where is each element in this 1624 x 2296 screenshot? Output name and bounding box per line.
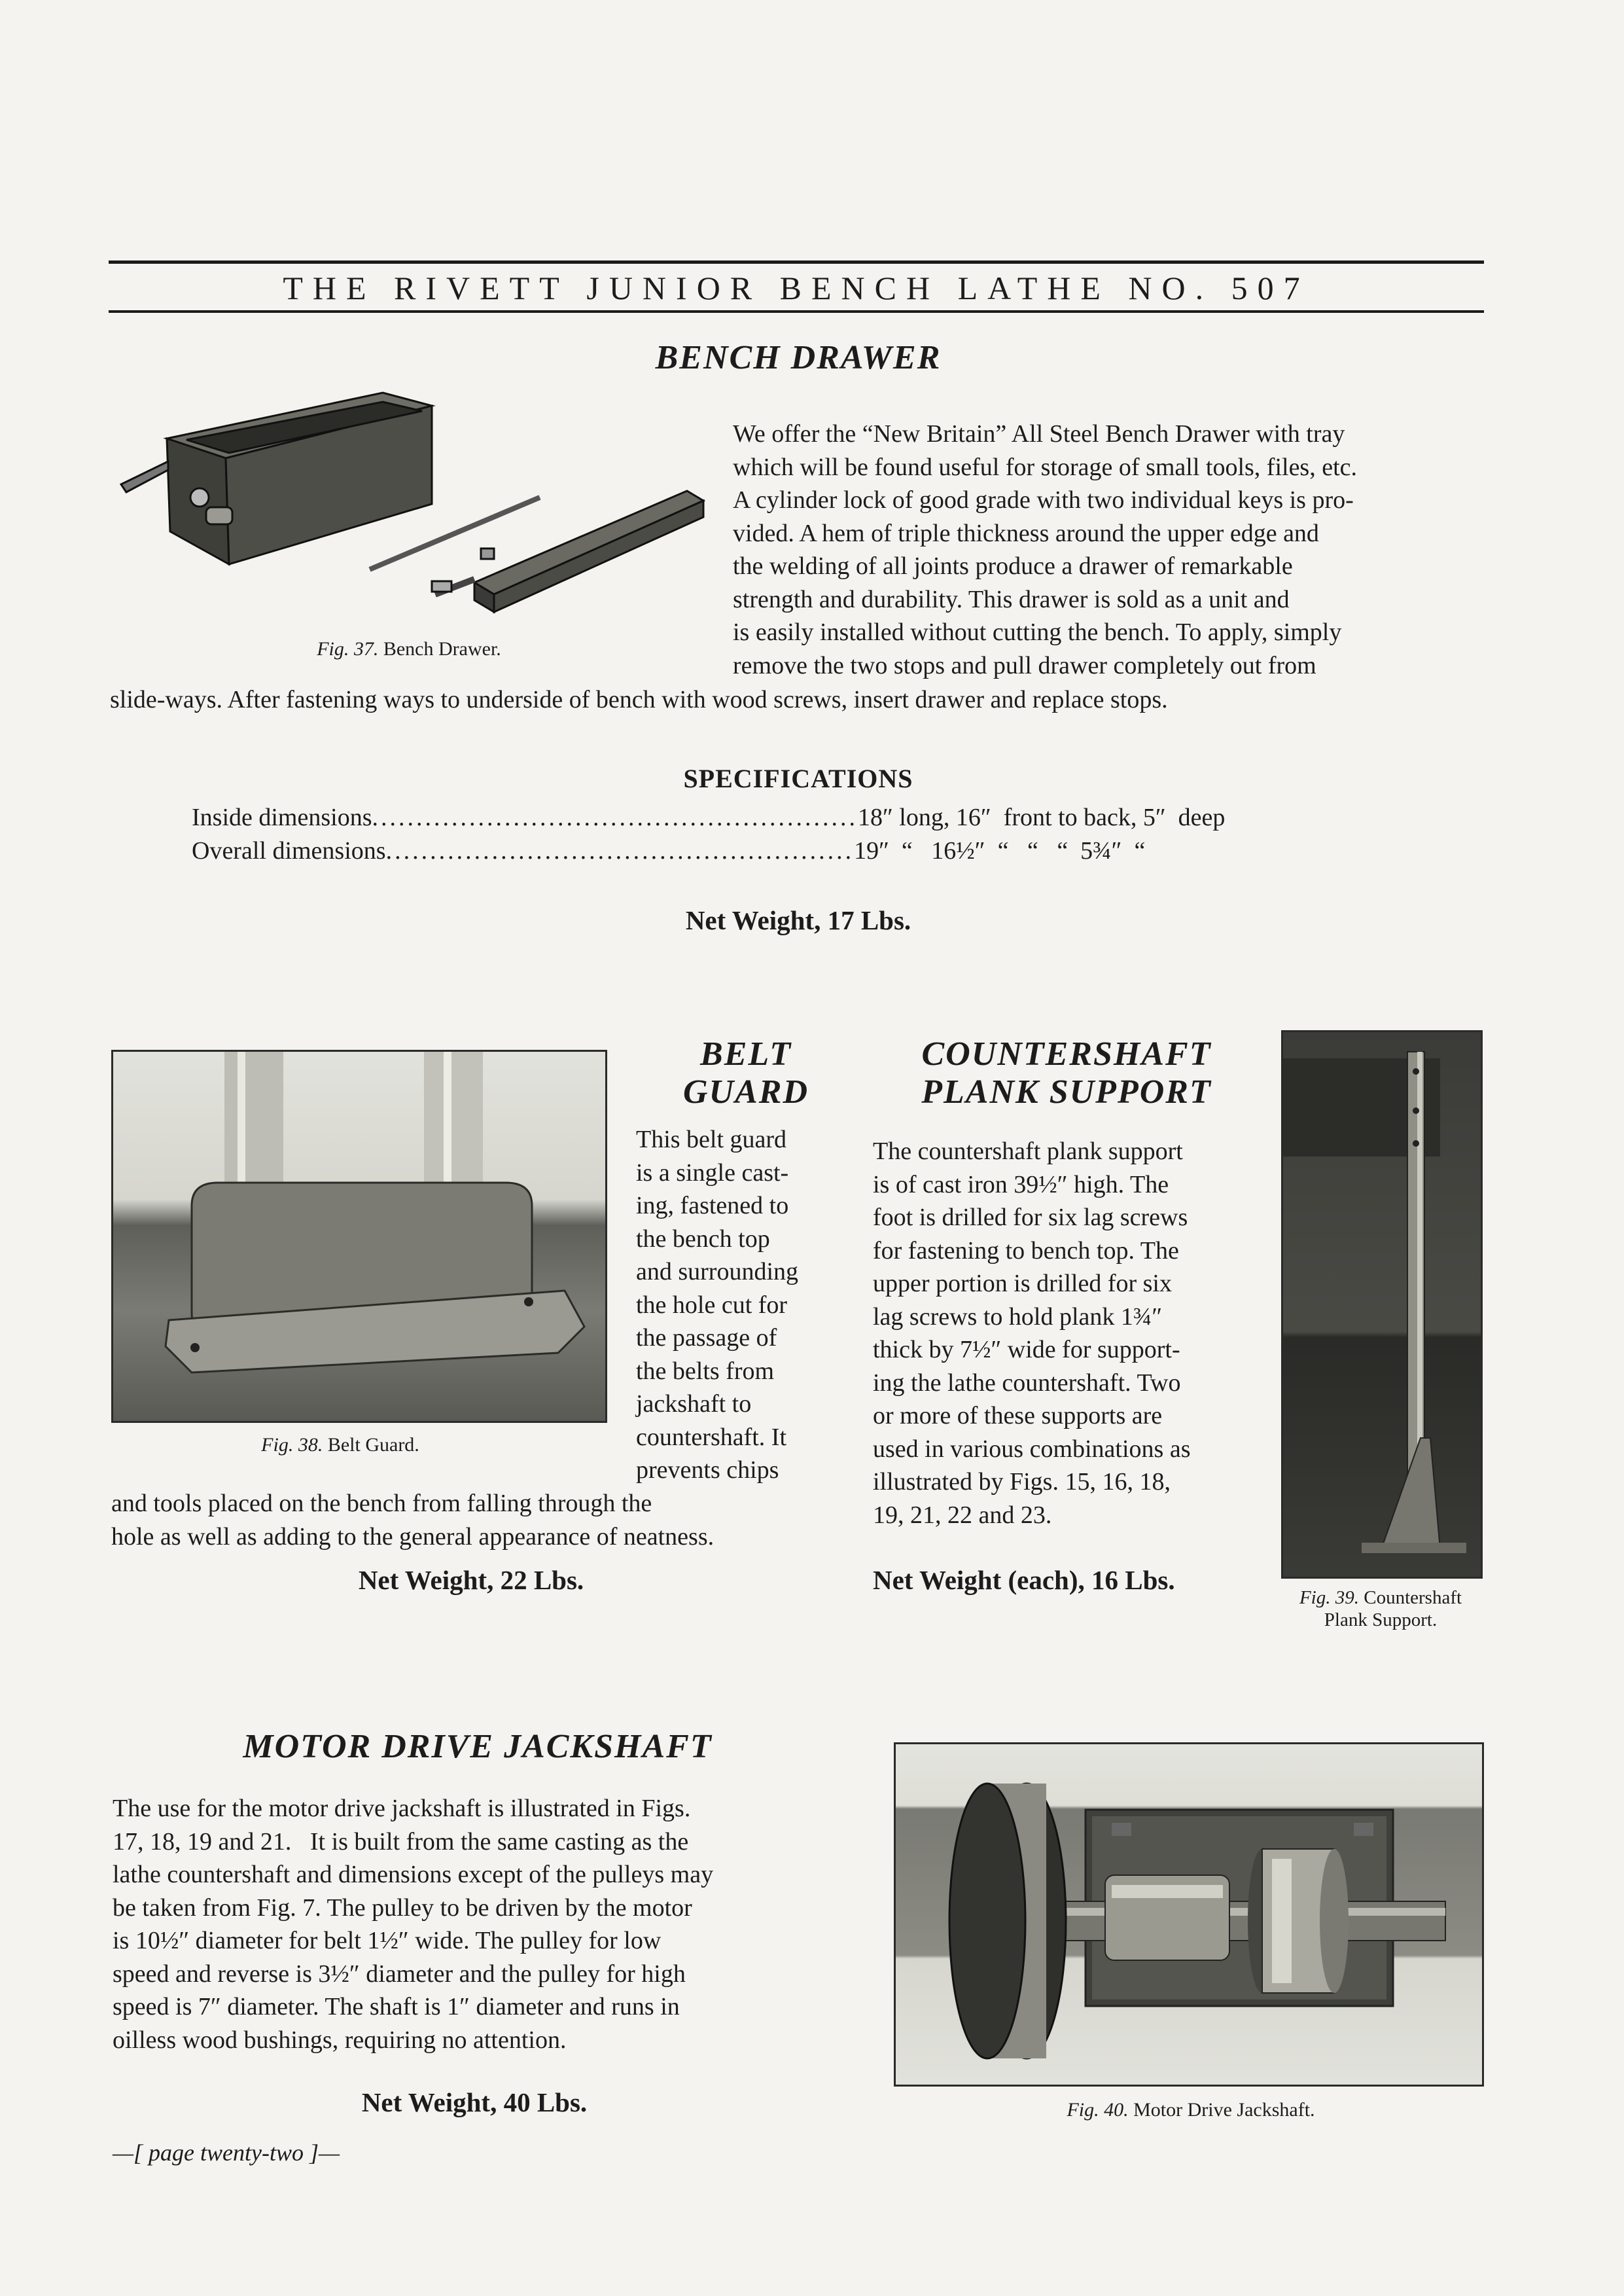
bench-drawer-full-line: slide-ways. After fastening ways to underside of bench with wood screws, insert drawer and replace stops. xyxy=(110,686,1168,713)
belt-guard-body xyxy=(636,1123,836,1487)
motor-drive-photo xyxy=(894,1742,1484,2087)
belt-guard-title-line: BELT xyxy=(700,1035,792,1073)
countershaft-line: thick by 7½″ wide for support- xyxy=(873,1336,1180,1363)
fig39-caption xyxy=(1269,1587,1492,1631)
spec-label: Inside dimensions xyxy=(192,804,372,831)
fig40-label: Fig. 40. xyxy=(1067,2099,1129,2121)
motor-drive-line: lathe countershaft and dimensions except of the pulleys may xyxy=(113,1861,714,1888)
header-bottom-rule xyxy=(109,310,1484,313)
page-number-footer: —[ page twenty-two ]— xyxy=(113,2140,340,2166)
bench-drawer-line: the welding of all joints produce a drawer of remarkable xyxy=(733,552,1293,580)
motor-drive-line: be taken from Fig. 7. The pulley to be driven by the motor xyxy=(113,1893,692,1922)
spec-value: 18″ long, 16″ front to back, 5″ deep xyxy=(857,804,1226,831)
fig39-text-line2: Plank Support. xyxy=(1324,1609,1438,1630)
countershaft-line: or more of these supports are xyxy=(873,1402,1163,1429)
motor-drive-net-weight: Net Weight, 40 Lbs. xyxy=(361,2087,588,2117)
spec-label: Overall dimensions xyxy=(192,837,386,865)
fig40-text: Motor Drive Jackshaft. xyxy=(1133,2099,1315,2121)
bench-drawer-illustration xyxy=(108,386,716,641)
running-header: THE RIVETT JUNIOR BENCH LATHE NO. 507 xyxy=(283,270,1310,306)
motor-drive-line: is 10½″ diameter for belt 1½″ wide. The pulley for low xyxy=(113,1927,662,1954)
belt-guard-photo xyxy=(111,1050,607,1423)
bench-drawer-line: We offer the “New Britain” All Steel Bench Drawer with tray xyxy=(733,420,1345,448)
motor-drive-line: speed is 7″ diameter. The shaft is 1″ diameter and runs in xyxy=(113,1993,680,2020)
fig39-label: Fig. 39. xyxy=(1299,1587,1359,1608)
motor-drive-drawing xyxy=(896,1744,1482,2085)
motor-drive-line: oilless wood bushings, requiring no attention. xyxy=(113,2026,567,2054)
belt-guard-wide-line: and tools placed on the bench from falling through the xyxy=(111,1490,652,1517)
fig40-caption xyxy=(981,2098,1400,2122)
countershaft-line: ing the lathe countershaft. Two xyxy=(873,1369,1181,1397)
bench-drawer-line: A cylinder lock of good grade with two individual keys is pro- xyxy=(733,486,1354,514)
countershaft-body xyxy=(873,1135,1251,1532)
belt-guard-line: the bench top xyxy=(636,1225,770,1253)
motor-drive-line: 17, 18, 19 and 21. It is built from the same casting as the xyxy=(113,1827,689,1856)
countershaft-title-line: COUNTERSHAFT xyxy=(921,1035,1212,1073)
spec-row-overall xyxy=(192,836,1145,865)
fig38-label: Fig. 38. xyxy=(261,1434,323,1456)
fig37-caption xyxy=(268,637,550,661)
countershaft-line: illustrated by Figs. 15, 16, 18, xyxy=(873,1468,1171,1496)
belt-guard-title xyxy=(635,1035,857,1111)
specifications-title: SPECIFICATIONS xyxy=(683,764,913,793)
fig37-text: Bench Drawer. xyxy=(383,638,501,660)
belt-guard-line: the passage of xyxy=(636,1324,777,1352)
countershaft-line: foot is drilled for six lag screws xyxy=(873,1204,1188,1231)
belt-guard-line: prevents chips xyxy=(636,1456,779,1484)
countershaft-line: The countershaft plank support xyxy=(873,1138,1183,1165)
belt-guard-line: This belt guard xyxy=(636,1126,787,1153)
header-top-rule xyxy=(109,260,1484,264)
countershaft-net-weight: Net Weight (each), 16 Lbs. xyxy=(873,1565,1175,1595)
fig37-label: Fig. 37. xyxy=(317,638,379,660)
motor-drive-line: speed and reverse is 3½″ diameter and the pulley for high xyxy=(113,1960,686,1988)
drawer-net-weight: Net Weight, 17 Lbs. xyxy=(685,905,911,935)
countershaft-line: is of cast iron 39½″ high. The xyxy=(873,1170,1169,1198)
countershaft-line: 19, 21, 22 and 23. xyxy=(873,1501,1052,1529)
belt-guard-line: countershaft. It xyxy=(636,1423,787,1451)
countershaft-line: used in various combinations as xyxy=(873,1435,1191,1463)
spec-leader-dots: ..................................................... xyxy=(385,837,855,865)
spec-value: 19″ “ 16½″ “ “ “ 5¾″ “ xyxy=(854,837,1146,865)
belt-guard-wide-line: hole as well as adding to the general appearance of neatness. xyxy=(111,1522,715,1551)
belt-guard-drawing xyxy=(113,1052,605,1421)
bench-drawer-line: remove the two stops and pull drawer completely out from xyxy=(733,651,1316,679)
belt-guard-net-weight: Net Weight, 22 Lbs. xyxy=(358,1565,584,1595)
countershaft-drawing xyxy=(1283,1032,1481,1577)
motor-drive-title: MOTOR DRIVE JACKSHAFT xyxy=(243,1728,713,1765)
countershaft-title-line: PLANK SUPPORT xyxy=(921,1073,1212,1111)
countershaft-line: lag screws to hold plank 1¾″ xyxy=(873,1302,1163,1331)
countershaft-photo xyxy=(1281,1030,1483,1579)
bench-drawer-line: is easily installed without cutting the bench. To apply, simply xyxy=(733,619,1342,646)
bench-drawer-line: strength and durability. This drawer is sold as a unit and xyxy=(733,585,1290,613)
belt-guard-title-line: GUARD xyxy=(682,1073,809,1111)
belt-guard-line: and surrounding xyxy=(636,1258,799,1285)
fig39-text: Countershaft xyxy=(1364,1587,1462,1608)
fig38-text: Belt Guard. xyxy=(327,1434,419,1456)
bench-drawer-line: which will be found useful for storage of small tools, files, etc. xyxy=(733,453,1358,481)
spec-leader-dots: ....................................................... xyxy=(372,804,858,831)
countershaft-line: for fastening to bench top. The xyxy=(873,1236,1179,1265)
countershaft-line: upper portion is drilled for six xyxy=(873,1270,1172,1297)
motor-drive-body xyxy=(113,1792,836,2056)
belt-guard-line: the hole cut for xyxy=(636,1291,788,1319)
belt-guard-line: ing, fastened to xyxy=(636,1192,789,1219)
countershaft-title xyxy=(877,1035,1256,1111)
bench-drawer-title: BENCH DRAWER xyxy=(655,339,942,376)
spec-row-inside xyxy=(192,803,1225,832)
belt-guard-wide-body xyxy=(111,1487,836,1553)
belt-guard-line: is a single cast- xyxy=(636,1158,789,1187)
belt-guard-line: the belts from xyxy=(636,1357,775,1385)
bench-drawer-line: vided. A hem of triple thickness around the upper edge and xyxy=(733,519,1319,547)
fig38-caption xyxy=(196,1433,484,1457)
bench-drawer-body xyxy=(733,418,1485,682)
motor-drive-line: The use for the motor drive jackshaft is illustrated in Figs. xyxy=(113,1795,691,1822)
belt-guard-line: jackshaft to xyxy=(636,1390,752,1418)
